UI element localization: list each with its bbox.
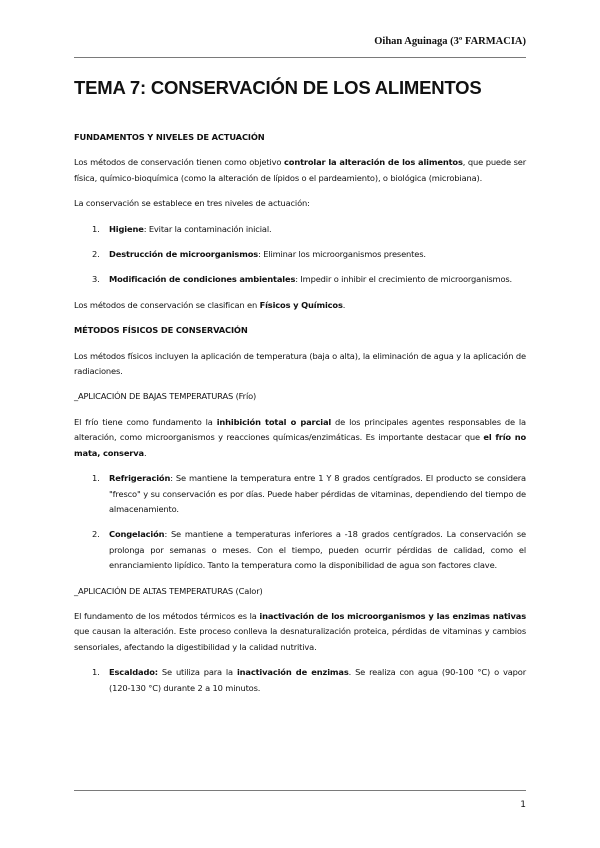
list-item xyxy=(74,222,526,237)
bold-run: inhibición total o parcial xyxy=(216,416,332,427)
bold-run: Físicos y Químicos xyxy=(259,299,343,310)
list-term: Congelación xyxy=(109,529,165,540)
list-number: 1. xyxy=(92,667,100,678)
subheading-bajas-temperaturas: _APLICACIÓN DE BAJAS TEMPERATURAS (Frío) xyxy=(74,391,257,402)
list-term: Destrucción de microorganismos xyxy=(109,249,259,260)
text-run: El frío tiene como fundamento la xyxy=(74,416,217,427)
list-text: : Se mantiene a temperaturas inferiores a -18 grados centígrados. La conservación se prolonga por semanas o meses. Con el tiempo, pueden ocurrir pérdidas de calidad, como el enranciamiento lipídico. Tanto la temperatura como la disponibilidad de agua son factores clave. xyxy=(109,529,526,571)
cold-methods-list xyxy=(74,471,526,573)
paragraph-calor xyxy=(74,609,526,655)
section-heading-metodos-fisicos: MÉTODOS FÍSICOS DE CONSERVACIÓN xyxy=(74,325,248,336)
footer-divider xyxy=(74,790,526,791)
list-number: 1. xyxy=(92,223,100,234)
list-text: Se utiliza para la xyxy=(157,667,237,678)
list-term: Modificación de condiciones ambientales xyxy=(109,274,296,285)
paragraph-niveles: La conservación se establece en tres niveles de actuación: xyxy=(74,198,310,209)
text-run: de los principales agentes responsables de la alteración, como microorganismos y reacciones químicas/enzimáticas. Es importante destacar que xyxy=(74,416,526,443)
page-content xyxy=(74,76,526,706)
list-term: Escaldado: xyxy=(109,667,158,678)
list-text: . Se realiza con agua (90-100 °C) o vapor (120-130 °C) durante 2 a 10 minutos. xyxy=(109,667,526,693)
page-header-author: Oihan Aguinaga (3º FARMACIA) xyxy=(374,36,526,47)
text-run: Los métodos de conservación se clasifican en xyxy=(74,299,260,310)
paragraph-frio xyxy=(74,415,526,461)
list-number: 2. xyxy=(92,529,100,540)
list-text: : Impedir o inhibir el crecimiento de microorganismos. xyxy=(295,274,513,285)
list-term: Higiene xyxy=(109,223,144,234)
list-term: Refrigeración xyxy=(109,473,171,484)
list-item xyxy=(74,471,526,517)
paragraph-metodos-fisicos: Los métodos físicos incluyen la aplicación de temperatura (baja o alta), la eliminación de agua y la aplicación de radiaciones. xyxy=(74,350,526,377)
paragraph-clasificacion xyxy=(74,298,526,313)
list-number: 3. xyxy=(92,274,100,285)
bold-run: el frío no mata, conserva xyxy=(74,432,526,458)
text-run: El fundamento de los métodos térmicos es la xyxy=(74,610,260,621)
list-item xyxy=(74,527,526,573)
list-text: : Eliminar los microorganismos presentes. xyxy=(258,249,426,260)
bold-run: inactivación de enzimas xyxy=(236,667,349,678)
list-item xyxy=(74,272,526,287)
header-divider xyxy=(74,57,526,58)
bold-run: controlar la alteración de los alimentos xyxy=(284,157,463,168)
heat-methods-list xyxy=(74,665,526,696)
text-run: . xyxy=(143,447,147,458)
page-number: 1 xyxy=(520,800,526,810)
list-number: 2. xyxy=(92,249,100,260)
subheading-altas-temperaturas: _APLICACIÓN DE ALTAS TEMPERATURAS (Calor) xyxy=(74,585,263,596)
section-heading-fundamentos: FUNDAMENTOS Y NIVELES DE ACTUACIÓN xyxy=(74,132,265,142)
bold-run: inactivación de los microorganismos y las enzimas nativas xyxy=(259,610,526,621)
levels-list xyxy=(74,222,526,288)
paragraph-objetivo xyxy=(74,155,526,186)
text-run: , que puede ser física, químico-bioquímica (como la alteración de lípidos o el pardeamiento), o biológica (microbiana). xyxy=(74,157,526,183)
list-number: 1. xyxy=(92,473,100,484)
list-text: : Se mantiene la temperatura entre 1 Y 8 grados centígrados. El producto se considera "fresco" y su conservación es por días. Puede haber pérdidas de vitaminas, dependiendo del tiempo de almacenamiento. xyxy=(109,473,526,514)
list-item xyxy=(74,665,526,696)
list-item xyxy=(74,247,526,262)
page-title: TEMA 7: CONSERVACIÓN DE LOS ALIMENTOS xyxy=(74,77,482,98)
list-text: : Evitar la contaminación inicial. xyxy=(143,223,272,234)
text-run: . xyxy=(342,299,346,310)
text-run: Los métodos de conservación tienen como objetivo xyxy=(74,157,284,168)
text-run: que causan la alteración. Este proceso conlleva la desnaturalización proteica, pérdidas de vitaminas y cambios sensoriales, afectando la digestibilidad y la calidad nutritiva. xyxy=(74,626,526,652)
